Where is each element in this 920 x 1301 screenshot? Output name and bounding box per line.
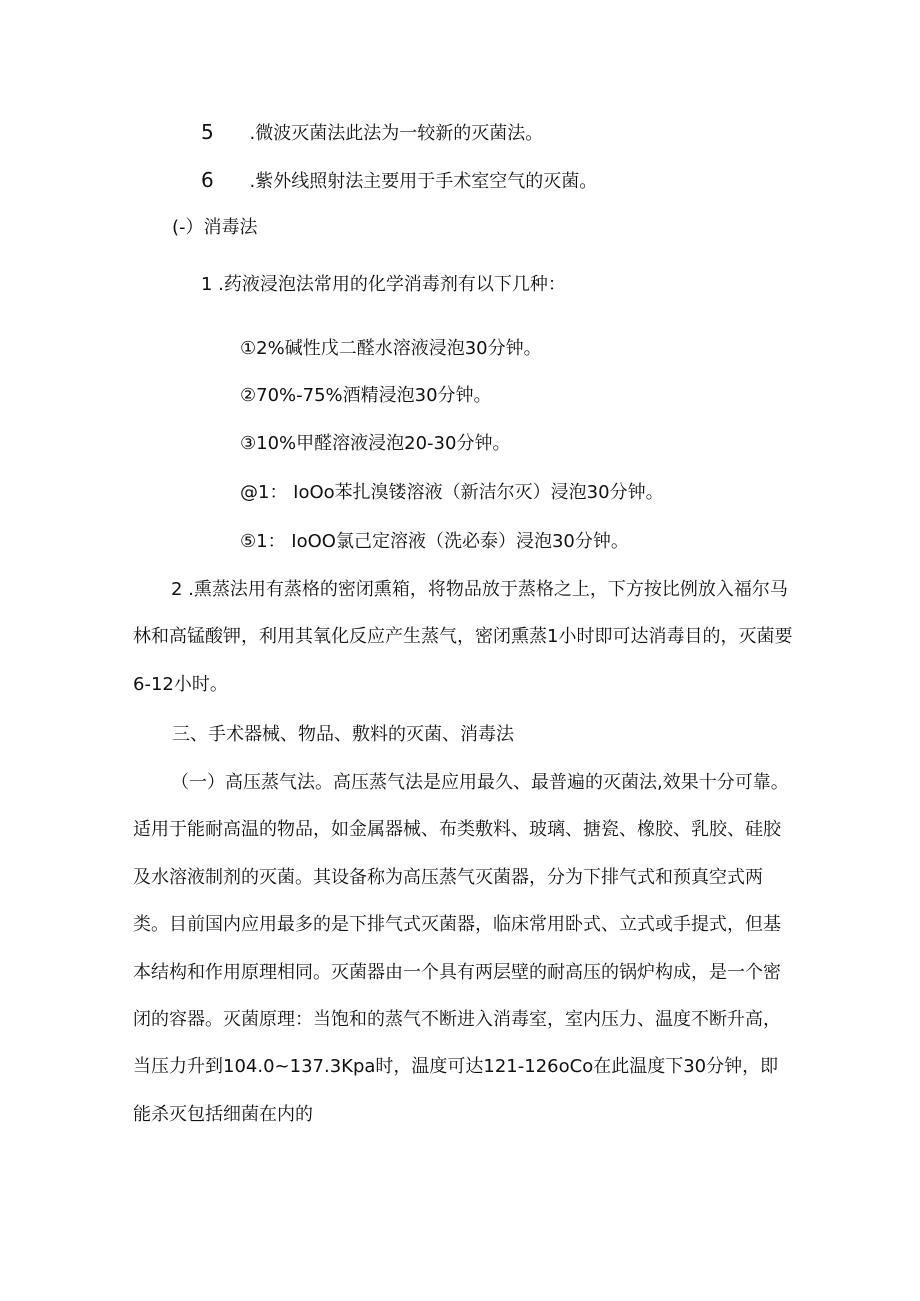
fumigation-paragraph xyxy=(133,566,793,708)
item-text: .紫外线照射法主要用于手术室空气的灭菌。 xyxy=(249,171,598,192)
list-item-soaking: 1 .药液浸泡法常用的化学消毒剂有以下几种： xyxy=(201,274,566,295)
disinfectant-item: ①2%碱性戊二醛水溶液浸泡30分钟。 xyxy=(240,338,542,359)
list-item-5 xyxy=(201,120,543,146)
paragraph-text: 2 .熏蒸法用有蒸格的密闭熏箱，将物品放于蒸格之上，下方按比例放入福尔马林和高锰酸钾，利用其氧化反应产生蒸气，密闭熏蒸1小时即可达消毒目的，灭菌要6-12小时。 xyxy=(133,579,793,695)
disinfectant-item: @1： IoOo苯扎溴镂溶液（新洁尔灭）浸泡30分钟。 xyxy=(240,482,664,503)
steam-paragraph xyxy=(133,759,793,1138)
item-number: 5 xyxy=(201,120,214,144)
item-number: 6 xyxy=(201,168,214,192)
section-heading-disinfection: (-）消毒法 xyxy=(172,217,258,238)
disinfectant-item: ③10%甲醛溶液浸泡20-30分钟。 xyxy=(240,433,511,454)
disinfectant-item: ⑤1： IoOO氯己定溶液（洗必泰）浸泡30分钟。 xyxy=(240,531,629,552)
section-heading-instruments: 三、手术器械、物品、敷料的灭菌、消毒法 xyxy=(172,724,514,745)
item-text: .微波灭菌法此法为一较新的灭菌法。 xyxy=(249,123,544,144)
disinfectant-item: ②70%-75%酒精浸泡30分钟。 xyxy=(240,385,492,406)
list-item-6 xyxy=(201,168,597,194)
paragraph-text: （一）高压蒸气法。高压蒸气法是应用最久、最普遍的灭菌法,效果十分可靠。适用于能耐高温的物品，如金属器械、布类敷料、玻璃、搪瓷、橡胶、乳胶、硅胶及水溶液制剂的灭菌。其设备称为高压蒸气灭菌器，分为下排气式和预真空式两类。目前国内应用最多的是下排气式灭菌器，临床常用卧式、立式或手提式，但基本结构和作用原理相同。灭菌器由一个具有两层壁的耐高压的锅炉构成，是一个密闭的容器。灭菌原理：当饱和的蒸气不断进入消毒室，室内压力、温度不断升高，当压力升到104.0~137.3Kpa时，温度可达121-126oCo在此温度下30分钟，即能杀灭包括细菌在内的 xyxy=(133,772,789,1125)
